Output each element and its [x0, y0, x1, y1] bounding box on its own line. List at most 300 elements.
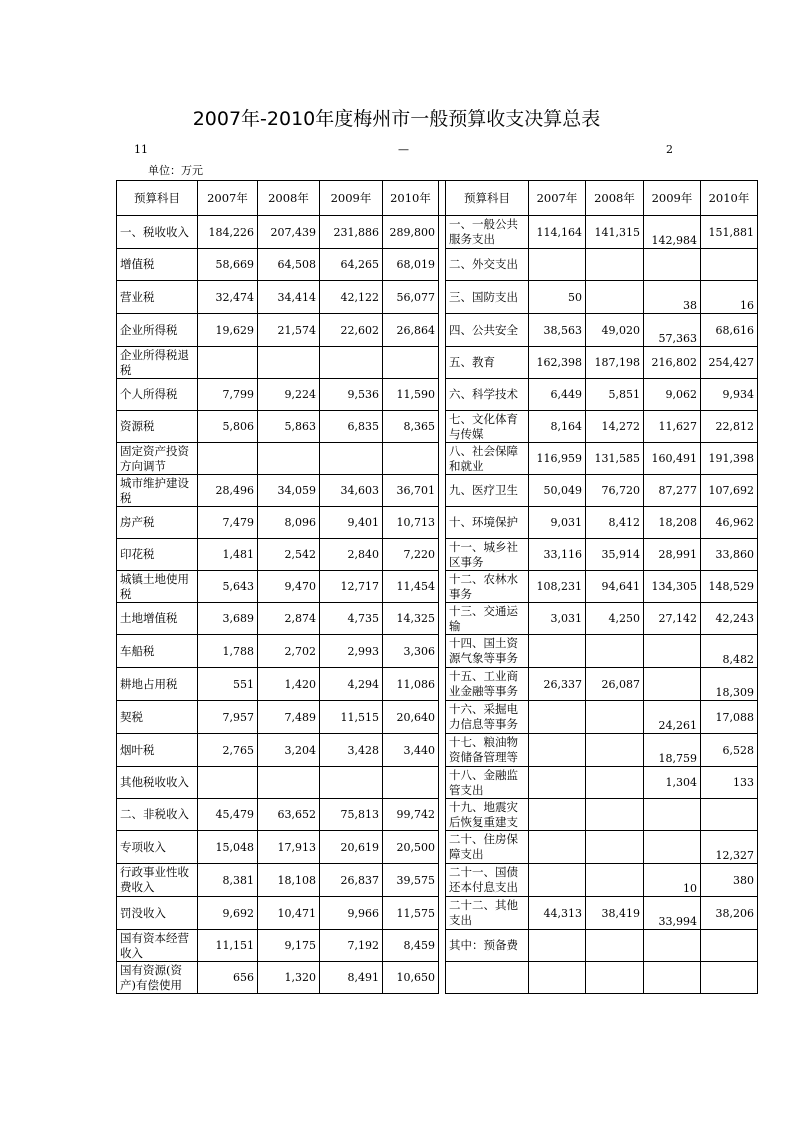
budget-item-label: 一、一般公共服务支出: [446, 216, 529, 249]
amount-cell: 18,208: [644, 507, 701, 539]
budget-item-label: 营业税: [117, 281, 198, 314]
budget-item-label: 二、非税收入: [117, 799, 198, 831]
amount-cell: 18,759: [644, 734, 701, 767]
budget-item-label: 十一、城乡社区事务: [446, 539, 529, 571]
table-row: [117, 475, 758, 507]
budget-item-label: 十三、交通运输: [446, 603, 529, 635]
table-header-row: [117, 181, 758, 216]
amount-cell: 99,742: [383, 799, 439, 831]
amount-cell: 191,398: [701, 443, 758, 475]
amount-cell: 3,204: [258, 734, 320, 767]
amount-cell: [529, 799, 586, 831]
amount-cell: [198, 443, 258, 475]
table-row: [117, 603, 758, 635]
amount-cell: 8,164: [529, 411, 586, 443]
amount-cell: 11,590: [383, 379, 439, 411]
amount-cell: 20,619: [320, 831, 383, 864]
column-gap: [439, 443, 446, 475]
budget-item-label: 车船税: [117, 635, 198, 668]
table-row: [117, 799, 758, 831]
amount-cell: [383, 767, 439, 799]
amount-cell: [529, 249, 586, 281]
amount-cell: 12,327: [701, 831, 758, 864]
budget-item-label: 城镇土地使用税: [117, 571, 198, 603]
amount-cell: [198, 767, 258, 799]
column-header: 2007年: [529, 181, 586, 216]
amount-cell: 68,616: [701, 314, 758, 347]
amount-cell: [529, 930, 586, 962]
amount-cell: 3,440: [383, 734, 439, 767]
budget-item-label: 八、社会保障和就业: [446, 443, 529, 475]
column-gap: [439, 864, 446, 897]
budget-item-label: 二、外交支出: [446, 249, 529, 281]
amount-cell: [320, 443, 383, 475]
amount-cell: 2,702: [258, 635, 320, 668]
amount-cell: [529, 701, 586, 734]
amount-cell: 7,489: [258, 701, 320, 734]
budget-item-label: 三、国防支出: [446, 281, 529, 314]
budget-item-label: 专项收入: [117, 831, 198, 864]
budget-item-label: 十二、农林水事务: [446, 571, 529, 603]
column-gap: [439, 635, 446, 668]
amount-cell: 14,325: [383, 603, 439, 635]
amount-cell: 131,585: [586, 443, 644, 475]
amount-cell: 7,192: [320, 930, 383, 962]
amount-cell: 11,575: [383, 897, 439, 930]
amount-cell: [644, 962, 701, 994]
column-gap: [439, 314, 446, 347]
amount-cell: [701, 799, 758, 831]
amount-cell: 108,231: [529, 571, 586, 603]
amount-cell: 50: [529, 281, 586, 314]
amount-cell: 17,913: [258, 831, 320, 864]
amount-cell: [383, 443, 439, 475]
amount-cell: 2,765: [198, 734, 258, 767]
amount-cell: 34,414: [258, 281, 320, 314]
column-gap: [439, 347, 446, 379]
unit-label: 单位：万元: [148, 164, 203, 177]
amount-cell: 2,874: [258, 603, 320, 635]
amount-cell: 15,048: [198, 831, 258, 864]
amount-cell: 10,713: [383, 507, 439, 539]
budget-item-label: 房产税: [117, 507, 198, 539]
amount-cell: 3,306: [383, 635, 439, 668]
amount-cell: 20,640: [383, 701, 439, 734]
amount-cell: [586, 930, 644, 962]
column-gap: [439, 799, 446, 831]
amount-cell: 141,315: [586, 216, 644, 249]
budget-item-label: 其中：预备费: [446, 930, 529, 962]
table-row: [117, 767, 758, 799]
amount-cell: [586, 831, 644, 864]
column-gap: [439, 249, 446, 281]
table-row: [117, 379, 758, 411]
budget-item-label: 国有资本经营收入: [117, 930, 198, 962]
column-gap: [439, 281, 446, 314]
page-number-right: 2: [666, 143, 673, 156]
amount-cell: 9,692: [198, 897, 258, 930]
column-gap: [439, 475, 446, 507]
page-title: 2007年-2010年度梅州市一般预算收支决算总表: [192, 108, 601, 130]
budget-item-label: 增值税: [117, 249, 198, 281]
table-row: [117, 249, 758, 281]
budget-item-label: [446, 962, 529, 994]
budget-item-label: 十七、粮油物资储备管理等: [446, 734, 529, 767]
amount-cell: [586, 281, 644, 314]
amount-cell: 21,574: [258, 314, 320, 347]
budget-item-label: 七、文化体育与传媒: [446, 411, 529, 443]
amount-cell: 656: [198, 962, 258, 994]
amount-cell: 11,515: [320, 701, 383, 734]
amount-cell: 4,294: [320, 668, 383, 701]
amount-cell: 44,313: [529, 897, 586, 930]
amount-cell: 34,059: [258, 475, 320, 507]
table-row: [117, 539, 758, 571]
amount-cell: 63,652: [258, 799, 320, 831]
table-row: [117, 216, 758, 249]
table-row: [117, 734, 758, 767]
budget-item-label: 资源税: [117, 411, 198, 443]
budget-item-label: 烟叶税: [117, 734, 198, 767]
column-header: 2010年: [701, 181, 758, 216]
budget-item-label: 企业所得税退税: [117, 347, 198, 379]
amount-cell: 8,412: [586, 507, 644, 539]
amount-cell: 6,528: [701, 734, 758, 767]
budget-item-label: 固定资产投资方向调节: [117, 443, 198, 475]
amount-cell: 207,439: [258, 216, 320, 249]
amount-cell: 50,049: [529, 475, 586, 507]
column-gap: [439, 603, 446, 635]
column-gap: [439, 962, 446, 994]
budget-item-label: 契税: [117, 701, 198, 734]
amount-cell: 24,261: [644, 701, 701, 734]
amount-cell: 26,337: [529, 668, 586, 701]
budget-item-label: 九、医疗卫生: [446, 475, 529, 507]
amount-cell: 9,966: [320, 897, 383, 930]
budget-item-label: 二十一、国债还本付息支出: [446, 864, 529, 897]
table-row: [117, 347, 758, 379]
amount-cell: [701, 930, 758, 962]
column-header: 2009年: [644, 181, 701, 216]
column-header: 2007年: [198, 181, 258, 216]
amount-cell: [529, 864, 586, 897]
amount-cell: 94,641: [586, 571, 644, 603]
amount-cell: [586, 864, 644, 897]
amount-cell: 2,542: [258, 539, 320, 571]
amount-cell: 17,088: [701, 701, 758, 734]
amount-cell: 114,164: [529, 216, 586, 249]
amount-cell: 9,175: [258, 930, 320, 962]
budget-table: [116, 180, 758, 994]
amount-cell: 34,603: [320, 475, 383, 507]
amount-cell: 6,449: [529, 379, 586, 411]
amount-cell: 3,031: [529, 603, 586, 635]
amount-cell: 134,305: [644, 571, 701, 603]
amount-cell: 18,108: [258, 864, 320, 897]
amount-cell: [586, 962, 644, 994]
amount-cell: 231,886: [320, 216, 383, 249]
amount-cell: 38: [644, 281, 701, 314]
amount-cell: [529, 635, 586, 668]
column-header: 2010年: [383, 181, 439, 216]
amount-cell: [258, 443, 320, 475]
amount-cell: 33,994: [644, 897, 701, 930]
amount-cell: 9,062: [644, 379, 701, 411]
amount-cell: 4,735: [320, 603, 383, 635]
column-header: 2009年: [320, 181, 383, 216]
amount-cell: [586, 734, 644, 767]
table-row: [117, 635, 758, 668]
table-row: [117, 831, 758, 864]
amount-cell: 18,309: [701, 668, 758, 701]
budget-item-label: 国有资源(资产)有偿使用: [117, 962, 198, 994]
amount-cell: 2,993: [320, 635, 383, 668]
amount-cell: 32,474: [198, 281, 258, 314]
amount-cell: 76,720: [586, 475, 644, 507]
amount-cell: [644, 635, 701, 668]
budget-item-label: 土地增值税: [117, 603, 198, 635]
amount-cell: 1,481: [198, 539, 258, 571]
amount-cell: 162,398: [529, 347, 586, 379]
budget-item-label: 十五、工业商业金融等事务: [446, 668, 529, 701]
amount-cell: 5,806: [198, 411, 258, 443]
amount-cell: 9,401: [320, 507, 383, 539]
amount-cell: 184,226: [198, 216, 258, 249]
amount-cell: 160,491: [644, 443, 701, 475]
amount-cell: [320, 767, 383, 799]
budget-item-label: 行政事业性收费收入: [117, 864, 198, 897]
amount-cell: 1,788: [198, 635, 258, 668]
table-row: [117, 571, 758, 603]
amount-cell: 1,304: [644, 767, 701, 799]
amount-cell: 38,563: [529, 314, 586, 347]
amount-cell: 5,643: [198, 571, 258, 603]
amount-cell: 9,934: [701, 379, 758, 411]
amount-cell: 8,365: [383, 411, 439, 443]
table-row: [117, 930, 758, 962]
amount-cell: 148,529: [701, 571, 758, 603]
column-gap: [439, 571, 446, 603]
amount-cell: 10: [644, 864, 701, 897]
column-gap: [439, 507, 446, 539]
amount-cell: 26,837: [320, 864, 383, 897]
amount-cell: 289,800: [383, 216, 439, 249]
amount-cell: 22,602: [320, 314, 383, 347]
amount-cell: 380: [701, 864, 758, 897]
column-gap: [439, 181, 446, 216]
budget-item-label: 二十二、其他支出: [446, 897, 529, 930]
budget-item-label: 十、环境保护: [446, 507, 529, 539]
table-row: [117, 962, 758, 994]
column-header: 2008年: [586, 181, 644, 216]
budget-item-label: 企业所得税: [117, 314, 198, 347]
amount-cell: 22,812: [701, 411, 758, 443]
column-gap: [439, 897, 446, 930]
amount-cell: 10,471: [258, 897, 320, 930]
amount-cell: 9,536: [320, 379, 383, 411]
budget-item-label: 十四、国土资源气象等事务: [446, 635, 529, 668]
column-gap: [439, 411, 446, 443]
amount-cell: [701, 962, 758, 994]
amount-cell: 33,860: [701, 539, 758, 571]
amount-cell: 45,479: [198, 799, 258, 831]
amount-cell: [586, 767, 644, 799]
amount-cell: 3,689: [198, 603, 258, 635]
amount-cell: 551: [198, 668, 258, 701]
amount-cell: [320, 347, 383, 379]
budget-item-label: 罚没收入: [117, 897, 198, 930]
amount-cell: 19,629: [198, 314, 258, 347]
table-row: [117, 701, 758, 734]
amount-cell: 8,491: [320, 962, 383, 994]
amount-cell: 58,669: [198, 249, 258, 281]
amount-cell: 7,220: [383, 539, 439, 571]
amount-cell: 9,224: [258, 379, 320, 411]
amount-cell: [383, 347, 439, 379]
column-gap: [439, 930, 446, 962]
amount-cell: 3,428: [320, 734, 383, 767]
table-row: [117, 507, 758, 539]
amount-cell: [529, 734, 586, 767]
column-gap: [439, 831, 446, 864]
column-gap: [439, 701, 446, 734]
amount-cell: 1,420: [258, 668, 320, 701]
amount-cell: 216,802: [644, 347, 701, 379]
amount-cell: 38,206: [701, 897, 758, 930]
table-row: [117, 443, 758, 475]
amount-cell: 187,198: [586, 347, 644, 379]
table-row: [117, 411, 758, 443]
amount-cell: 39,575: [383, 864, 439, 897]
amount-cell: 8,459: [383, 930, 439, 962]
column-gap: [439, 379, 446, 411]
budget-item-label: 五、教育: [446, 347, 529, 379]
amount-cell: 2,840: [320, 539, 383, 571]
amount-cell: 254,427: [701, 347, 758, 379]
amount-cell: [586, 701, 644, 734]
amount-cell: 107,692: [701, 475, 758, 507]
column-gap: [439, 216, 446, 249]
page-number-separator: —: [398, 143, 409, 156]
amount-cell: 57,363: [644, 314, 701, 347]
amount-cell: 56,077: [383, 281, 439, 314]
table-row: [117, 314, 758, 347]
amount-cell: 12,717: [320, 571, 383, 603]
amount-cell: 36,701: [383, 475, 439, 507]
amount-cell: [644, 249, 701, 281]
amount-cell: 1,320: [258, 962, 320, 994]
amount-cell: 142,984: [644, 216, 701, 249]
amount-cell: [586, 249, 644, 281]
budget-item-label: 其他税收收入: [117, 767, 198, 799]
amount-cell: [529, 962, 586, 994]
amount-cell: [258, 767, 320, 799]
amount-cell: 42,122: [320, 281, 383, 314]
amount-cell: [644, 668, 701, 701]
amount-cell: 9,470: [258, 571, 320, 603]
amount-cell: [198, 347, 258, 379]
amount-cell: 38,419: [586, 897, 644, 930]
amount-cell: 28,496: [198, 475, 258, 507]
amount-cell: 11,627: [644, 411, 701, 443]
column-gap: [439, 539, 446, 571]
budget-item-label: 城市维护建设税: [117, 475, 198, 507]
amount-cell: 6,835: [320, 411, 383, 443]
amount-cell: 11,086: [383, 668, 439, 701]
amount-cell: [529, 831, 586, 864]
table-row: [117, 897, 758, 930]
table-row: [117, 668, 758, 701]
amount-cell: 8,381: [198, 864, 258, 897]
amount-cell: 42,243: [701, 603, 758, 635]
budget-item-label: 十六、采掘电力信息等事务: [446, 701, 529, 734]
amount-cell: [644, 930, 701, 962]
budget-item-label: 四、公共安全: [446, 314, 529, 347]
amount-cell: 16: [701, 281, 758, 314]
amount-cell: 26,864: [383, 314, 439, 347]
column-gap: [439, 767, 446, 799]
amount-cell: [258, 347, 320, 379]
amount-cell: 7,479: [198, 507, 258, 539]
budget-item-label: 一、税收收入: [117, 216, 198, 249]
amount-cell: 116,959: [529, 443, 586, 475]
amount-cell: 33,116: [529, 539, 586, 571]
column-header: 2008年: [258, 181, 320, 216]
amount-cell: 28,991: [644, 539, 701, 571]
amount-cell: 75,813: [320, 799, 383, 831]
amount-cell: [586, 635, 644, 668]
budget-item-label: 十九、地震灾后恢复重建支: [446, 799, 529, 831]
amount-cell: 46,962: [701, 507, 758, 539]
column-gap: [439, 668, 446, 701]
budget-item-label: 十八、金融监管支出: [446, 767, 529, 799]
amount-cell: 68,019: [383, 249, 439, 281]
amount-cell: 10,650: [383, 962, 439, 994]
amount-cell: [586, 799, 644, 831]
budget-item-label: 二十、住房保障支出: [446, 831, 529, 864]
budget-item-label: 个人所得税: [117, 379, 198, 411]
amount-cell: 4,250: [586, 603, 644, 635]
page-number-left: 11: [134, 143, 148, 156]
amount-cell: 5,863: [258, 411, 320, 443]
table-row: [117, 281, 758, 314]
column-header: 预算科目: [117, 181, 198, 216]
amount-cell: 27,142: [644, 603, 701, 635]
amount-cell: 11,454: [383, 571, 439, 603]
column-gap: [439, 734, 446, 767]
budget-item-label: 耕地占用税: [117, 668, 198, 701]
amount-cell: [644, 831, 701, 864]
amount-cell: 64,508: [258, 249, 320, 281]
budget-item-label: 六、科学技术: [446, 379, 529, 411]
amount-cell: 5,851: [586, 379, 644, 411]
amount-cell: [701, 249, 758, 281]
amount-cell: 35,914: [586, 539, 644, 571]
amount-cell: 64,265: [320, 249, 383, 281]
budget-item-label: 印花税: [117, 539, 198, 571]
amount-cell: [529, 767, 586, 799]
column-header: 预算科目: [446, 181, 529, 216]
amount-cell: 8,096: [258, 507, 320, 539]
amount-cell: 87,277: [644, 475, 701, 507]
amount-cell: 49,020: [586, 314, 644, 347]
amount-cell: 26,087: [586, 668, 644, 701]
amount-cell: [644, 799, 701, 831]
amount-cell: 133: [701, 767, 758, 799]
amount-cell: 151,881: [701, 216, 758, 249]
amount-cell: 14,272: [586, 411, 644, 443]
amount-cell: 7,799: [198, 379, 258, 411]
